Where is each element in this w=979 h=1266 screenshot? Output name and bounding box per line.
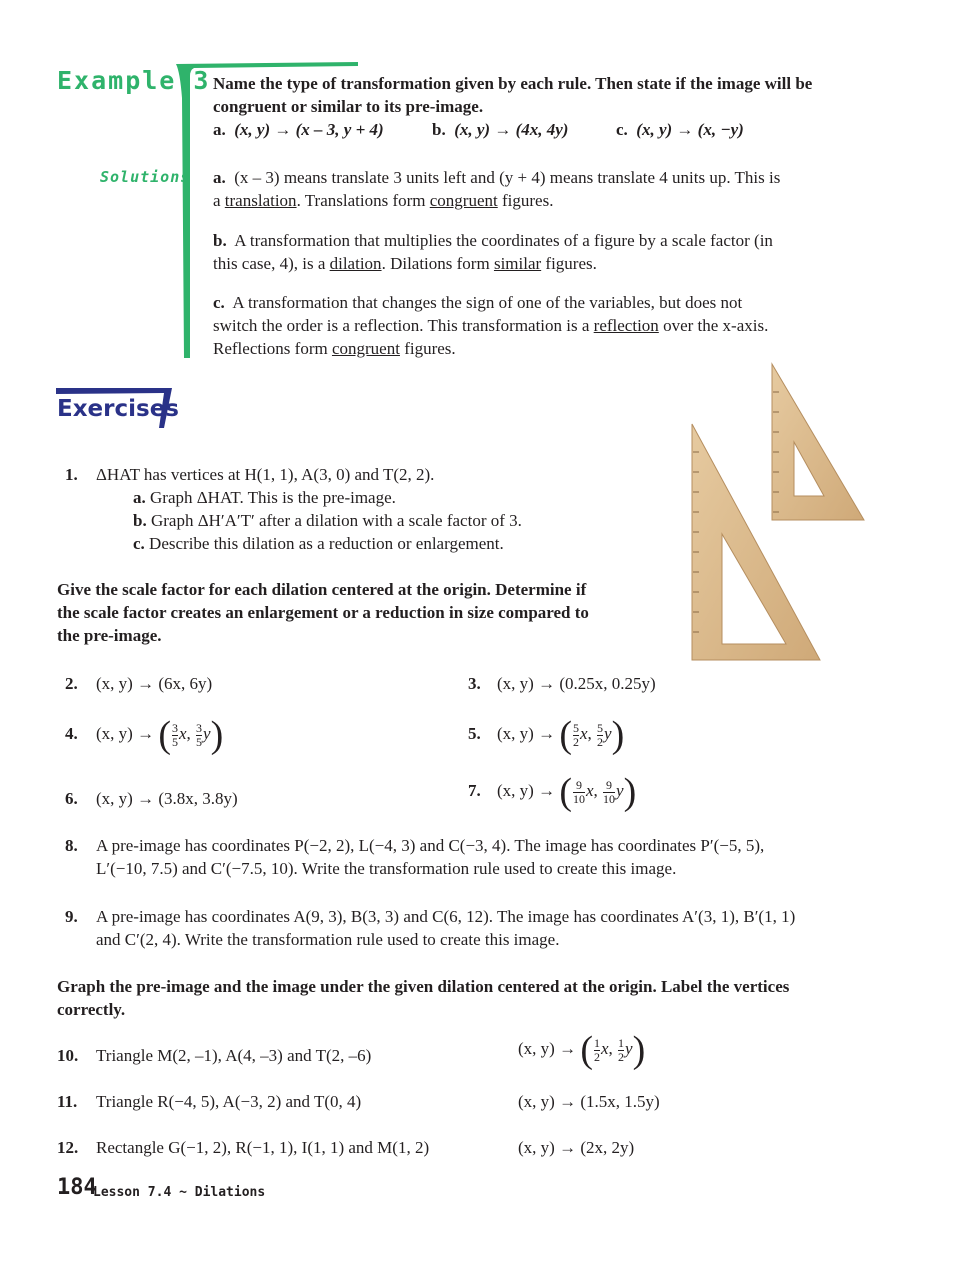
example-prompt: Name the type of transformation given by each rule. Then state if the image will be congruent or similar to its pre-image. (213, 74, 813, 116)
exercise-6: 6. (x, y) → (3.8x, 3.8y) (65, 789, 238, 808)
rule-b: b. (x, y) → (4x, 4y) (432, 120, 569, 139)
exercise-1: 1. ΔHAT has vertices at H(1, 1), A(3, 0) and T(2, 2). a. Graph ΔHAT. This is the pre-image. b. Graph ΔH′A′T′ after a dilation with a scale factor of 3. c. Describe this dilation as a reduction or enlargement. (65, 465, 522, 553)
exercise-10-rule: (x, y) → ( $\frac{1}{2}$ x, $\frac{1}{2}$ y) (518, 1029, 646, 1071)
solution-a: a. (x – 3) means translate 3 units left and (y + 4) means translate 4 units up. This is a translation. Translations form congruent figures. (213, 168, 781, 210)
exercise-12: 12. Rectangle G(−1, 2), R(−1, 1), I(1, 1) and M(1, 2) (57, 1138, 430, 1157)
set-squares-image (690, 362, 866, 664)
rule-a: a. (x, y) → (x – 3, y + 4) (213, 120, 384, 139)
solution-c: c. A transformation that changes the sign of one of the variables, but does not switch the order is a reflection. This transformation is a reflection over the x-axis. Reflections form congruent figures. (213, 293, 769, 358)
exercise-10: 10. Triangle M(2, –1), A(4, –3) and T(2, –6) (57, 1046, 372, 1065)
exercise-2: 2. (x, y) → (6x, 6y) (65, 674, 213, 693)
exercise-11: 11. Triangle R(−4, 5), A(−3, 2) and T(0, 4) (57, 1092, 362, 1111)
solution-b: b. A transformation that multiplies the coordinates of a figure by a scale factor (in this case, 4), is a dilation. Dilations form similar figures. (213, 231, 773, 273)
instructions-graph: Graph the pre-image and the image under the given dilation centered at the origin. Label the vertices correctly. (57, 977, 790, 1019)
instructions-scale-factor: Give the scale factor for each dilation centered at the origin. Determine if the scale factor creates an enlargement or a reduction in size compared to the pre-image. (57, 580, 589, 645)
page-number: 184 (57, 1175, 97, 1200)
example-rules (213, 118, 913, 141)
small-set-square (772, 364, 864, 520)
exercise-12-rule: (x, y) → (2x, 2y) (518, 1138, 635, 1157)
exercise-9: 9. A pre-image has coordinates A(9, 3), B(3, 3) and C(6, 12). The image has coordinates A′(3, 1), B′(1, 1) and C′(2, 4). Write the transformation rule used to create this image. (65, 907, 796, 949)
rule-c: c. (x, y) → (x, −y) (616, 120, 744, 139)
example-label: Example 3 (57, 66, 211, 95)
solutions-label: Solutions (100, 168, 191, 186)
lesson-title: Lesson 7.4 ~ Dilations (93, 1185, 266, 1200)
exercises-heading: Exercises (57, 396, 179, 422)
exercise-8: 8. A pre-image has coordinates P(−2, 2), L(−4, 3) and C(−3, 4). The image has coordinates P′(−5, 5), L′(−10, 7.5) and C′(−7.5, 10). Write the transformation rule used to create this image. (65, 836, 765, 878)
exercise-7: 7. (x, y) → ( $\frac{9}{10}$ x, $\frac{9}{10}$ y) (468, 771, 637, 813)
exercise-11-rule: (x, y) → (1.5x, 1.5y) (518, 1092, 660, 1111)
exercise-5: 5. (x, y) → ( $\frac{5}{2}$ x, $\frac{5}{2}$ y) (468, 714, 625, 756)
exercise-3: 3. (x, y) → (0.25x, 0.25y) (468, 674, 656, 693)
exercise-4: 4. (x, y) → ( $\frac{3}{5}$ x, $\frac{3}{5}$ y) (65, 714, 224, 756)
